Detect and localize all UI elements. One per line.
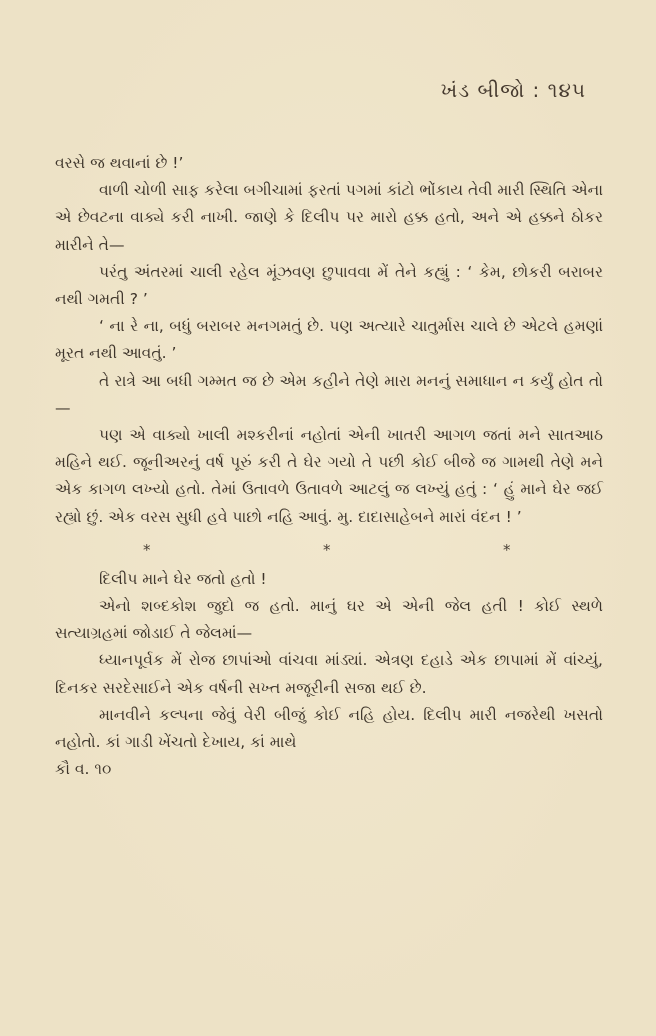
paragraph: ધ્યાનપૂર્વક મેં રોજ છાપાંઓ વાંચવા માંડ્યાં. એત્રણ દહાડે એક છાપામાં મેં વાંચ્યું, દિનકર સરદેસાઈને એક વર્ષની સખ્ત મજૂરીની સજા થઈ છે. (55, 651, 603, 697)
separator-star: * (503, 540, 511, 559)
separator-star: * (143, 540, 151, 559)
paragraph: પરંતુ અંતરમાં ચાલી રહેલ મૂંઝવણ છુપાવવા મેં તેને કહ્યું : ‘ કેમ, છોકરી બરાબર નથી ગમતી ? ’ (55, 262, 603, 309)
paragraph: તે રાત્રે આ બધી ગમ્મત જ છે એમ કહીને તેણે મારા મનનું સમાધાન ન કર્યું હોત તો— (55, 371, 603, 417)
page-body (55, 150, 603, 783)
paragraph-continuation: વરસે જ થવાનાં છે !’ (55, 154, 184, 172)
running-head: ખંડ બીજો : ૧૪૫ (440, 78, 586, 102)
section-separator (55, 537, 603, 564)
paragraph: પણ એ વાક્યો ખાલી મશ્કરીનાં નહોતાં એની ખાતરી આગળ જતાં મને સાતઆઠ મહિને થઈ. જૂનીઅરનું વર્ષ પૂરું કરી તે ઘેર ગયો તે પછી કોઈ બીજે જ ગામથી તેણે મને એક કાગળ લખ્યો હતો. તેમાં ઉતાવળે ઉતાવળે આટલું જ લખ્યું હતું : ‘ હું માને ઘેર જઈ રહ્યો છું. એક વરસ સુધી હવે પાછો નહિ આવું. મુ. દાદાસાહેબને મારાં વંદન ! ’ (55, 426, 603, 526)
paragraph: ‘ ના રે ના, બધું બરાબર મનગમતું છે. પણ અત્યારે ચાતુર્માસ ચાલે છે એટલે હમણાં મૂરત નથી આવતું. ’ (55, 317, 603, 363)
separator-star: * (323, 540, 331, 559)
paragraph: એનો શબ્દકોશ જુદો જ હતો. માનું ઘર એ એની જેલ હતી ! કોઈ સ્થળે સત્યાગ્રહમાં જોડાઈ તે જેલમાં— (55, 597, 603, 643)
signature-mark: કૌ વ. ૧૦ (55, 760, 112, 779)
paragraph: માનવીને કલ્પના જેવું વેરી બીજું કોઈ નહિ હોય. દિલીપ મારી નજરેથી ખસતો નહોતો. કાં ગાડી ખેંચતો દેખાય, કાં માથે (55, 705, 603, 752)
paragraph: વાળી ચોળી સાફ કરેલા બગીચામાં ફરતાં પગમાં કાંટો ભોંકાય તેવી મારી સ્થિતિ એના એ છેવટના વાક્યે કરી નાખી. જાણે કે દિલીપ પર મારો હક્ક હતો, અને એ હક્કને ઠોકર મારીને તે— (55, 181, 603, 254)
paragraph: દિલીપ માને ઘેર જતો હતો ! (99, 569, 267, 588)
